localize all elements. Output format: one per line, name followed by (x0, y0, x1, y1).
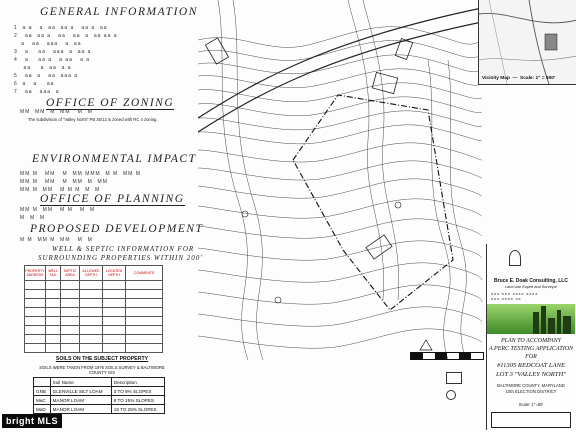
wells-cell (103, 299, 126, 308)
county-label: BALTIMORE COUNTY, MARYLAND (497, 383, 565, 388)
table-row: MaC MANOR LOAM 8 TO 15% SLOPES (34, 396, 165, 405)
wells-cell (61, 281, 80, 290)
table-row (25, 335, 163, 344)
table-row (25, 299, 163, 308)
wells-cell (25, 326, 46, 335)
soils-subtitle-1: SOILS WERE TAKEN FROM 1976 SOILS SURVEY & BALTIMORE (39, 365, 165, 370)
wells-heading-line1: WELL & SEPTIC INFORMATION FOR (52, 245, 195, 253)
wells-cell (103, 290, 126, 299)
wells-cell (80, 290, 103, 299)
wells-cell (103, 335, 126, 344)
topographic-site-map (198, 0, 482, 360)
soils-panel (33, 356, 171, 414)
wells-cell (126, 308, 163, 317)
north-arrow-icon (446, 372, 462, 384)
wells-cell (80, 299, 103, 308)
wells-cell (80, 317, 103, 326)
plan-title-line3: FOR (525, 354, 537, 360)
wells-header-cell: LOCATED DEPTH (103, 266, 126, 281)
soils-title: SOILS ON THE SUBJECT PROPERTY (55, 356, 149, 362)
wells-cell (103, 317, 126, 326)
wells-cell (46, 326, 61, 335)
wells-cell (103, 281, 126, 290)
vicinity-map-label: Vicinity Map (482, 76, 510, 81)
wells-cell (126, 344, 163, 353)
title-block-scale: Scale: 1"=60' (518, 402, 544, 407)
title-block: Bruce E. Doak Consulting, LLC Land Use Expert and Surveyor aaa aaa aaaa aaaa aaa aaaa aa PLAN TO ACCOMPANY A PERC TESTING APPLICATION FOR #11305 REDCOAT LANE LOT 3 "VALLEY NORTH" BALTIMORE COUNTY, MARYLAND 10th ELECTION DISTRICT Scale: 1"=60' (486, 244, 575, 430)
wells-cell (61, 317, 80, 326)
wells-cell (80, 281, 103, 290)
table-row: MaD MANOR LOAM 15 TO 25% SLOPES (34, 405, 165, 414)
wells-cell (46, 344, 61, 353)
wells-cell (46, 299, 61, 308)
proposed-development-heading: PROPOSED DEVELOPMENT (30, 223, 204, 235)
wells-cell (61, 344, 80, 353)
table-row (25, 308, 163, 317)
wells-cell (103, 308, 126, 317)
wells-header-cell: PROPERTY ADDRESS (25, 266, 46, 281)
wells-cell (25, 344, 46, 353)
wells-cell (61, 308, 80, 317)
wells-cell (46, 290, 61, 299)
district-label: 10th ELECTION DISTRICT (505, 389, 557, 394)
wells-cell (126, 299, 163, 308)
wells-cell (61, 299, 80, 308)
wells-cell (46, 335, 61, 344)
company-role: Land Use Expert and Surveyor (505, 285, 557, 289)
wells-cell (46, 281, 61, 290)
vicinity-map (478, 0, 576, 85)
wells-cell (126, 326, 163, 335)
wells-header-cell: COMMENTS (126, 266, 163, 281)
plan-title-line1: PLAN TO ACCOMPANY (500, 338, 562, 344)
table-row (25, 344, 163, 353)
sheet-number-box (491, 412, 571, 428)
vicinity-map-scale: Scale: 1" = 500' (520, 76, 556, 81)
soils-header-name: Soil Name (50, 378, 111, 387)
wells-cell (126, 290, 163, 299)
wells-cell (126, 281, 163, 290)
zoning-note: The subdivision of "Valley North" PB 35/12 is zoned with RC 4 zoning. (28, 117, 158, 122)
wells-cell (25, 308, 46, 317)
table-row (25, 326, 163, 335)
vicinity-map-drawing (479, 0, 576, 84)
plan-title-lot: LOT 3 "VALLEY NORTH" (496, 371, 566, 378)
table-row: GNB GLENVILLE SILT LOAM 3 TO 8% SLOPES (34, 387, 165, 396)
general-information-notes: 1 a a a aa aa a aa a aa 2 aa aa a aa aa a aa aa a a aa aaa a aa 3 a aa aaa a aa a 4 a aa a a aa a a aa a aa a a 5 aa a aa aaa a 6 a a aa 7 aa aaa a (14, 25, 118, 95)
wells-header-cell: ALLOWED DEPTH (80, 266, 103, 281)
wells-header-cell: SEPTIC AREA (61, 266, 80, 281)
company-logo (487, 304, 575, 334)
wells-cell (80, 308, 103, 317)
office-of-zoning-heading: OFFICE OF ZONING (46, 97, 175, 109)
wells-header-cell: WELL TAG (46, 266, 61, 281)
plan-title-line2: A PERC TESTING APPLICATION (488, 346, 574, 352)
table-row (25, 281, 163, 290)
wells-cell (25, 281, 46, 290)
office-of-planning-heading: OFFICE OF PLANNING (40, 193, 185, 205)
wells-cell (46, 317, 61, 326)
general-information-heading: GENERAL INFORMATION (40, 6, 198, 18)
vicinity-map-caption: Vicinity Map — Scale: 1" = 500' (482, 76, 556, 81)
wells-cell (80, 326, 103, 335)
company-name: Bruce E. Doak Consulting, LLC (494, 278, 568, 284)
wells-cell (61, 290, 80, 299)
plan-title-address: #11305 REDCOAT LANE (496, 362, 566, 369)
wells-cell (80, 335, 103, 344)
soils-header-description: Description (111, 378, 164, 387)
wells-table (24, 265, 163, 353)
wells-cell (25, 299, 46, 308)
legend-symbol-icon (509, 250, 521, 266)
wells-cell (126, 335, 163, 344)
wells-cell (126, 317, 163, 326)
wells-cell (61, 326, 80, 335)
wells-cell (46, 308, 61, 317)
wells-cell (103, 344, 126, 353)
soils-subtitle-2: COUNTY GIS (89, 370, 115, 375)
soils-header-symbol (34, 378, 51, 387)
scale-bar (410, 352, 484, 360)
site-plan-sheet: GENERAL INFORMATION 1 a a a aa aa a aa a aa 2 aa aa a aa aa a aa aa a a aa aaa a aa 3 a aa aaa a aa a 4 a aa a a aa a a aa a aa a a 5 aa a aa aaa a 6 a a aa 7 aa aaa a OFFICE OF ZONING MM MM M MM M M The subdivision of "Valley North" PB 35/12 is zoned with RC 4 zoning. ENVIRONMENTAL IMPACT MM M MM M MM MMM M M MM M MM M MM M MM M MM MM M MM M M M M M OFFICE OF PLANNING MM M MM M M M M M M M PROPOSED DEVELOPMENT M M MM M MM M M WELL & SEPTIC INFORMATION FOR SURROUNDING PROPERTIES WITHIN 200' PROPERTY ADDRESS WELL TAG SEPTIC AREA ALLOWED DEPTH LOCATED DEPTH COMMENTS SOILS ON THE SUBJECT PROPERTY SOILS WERE TAKEN FROM 1976 SOILS SURVEY & BALTIMORE COUNTY GIS Soil Name Description GNB GLENVILLE SILT LOAM 3 TO 8% SLOPES MaC MANOR LOAM 8 TO 15% SLOPES MaD MANOR LOAM 15 TO 25% SLOPES Vicinity Map — Scale: 1" = 500' Bruce E. Doak Consulting, LLC Land Use Expert and Surveyor aaa aaa aaaa aaaa aaa aaaa aa PLAN TO ACCOMPANY A PERC TESTING APPLICATION FOR #11305 REDCOAT LANE LOT 3 "VALLEY NORTH" BALTIMORE COUNTY, MARYLAND 10th ELECTION DISTRICT Scale: 1"=60' bright MLS (0, 0, 576, 432)
wells-cell (80, 344, 103, 353)
table-row (25, 317, 163, 326)
wells-heading-line2: SURROUNDING PROPERTIES WITHIN 200' (38, 254, 203, 262)
legend-marker-icon (446, 390, 456, 400)
wells-cell (25, 317, 46, 326)
watermark-logo: bright MLS (2, 414, 62, 428)
table-row (25, 290, 163, 299)
wells-cell (61, 335, 80, 344)
wells-cell (103, 326, 126, 335)
soils-table (33, 377, 165, 414)
wells-cell (25, 290, 46, 299)
environmental-impact-heading: ENVIRONMENTAL IMPACT (32, 153, 197, 165)
wells-cell (25, 335, 46, 344)
